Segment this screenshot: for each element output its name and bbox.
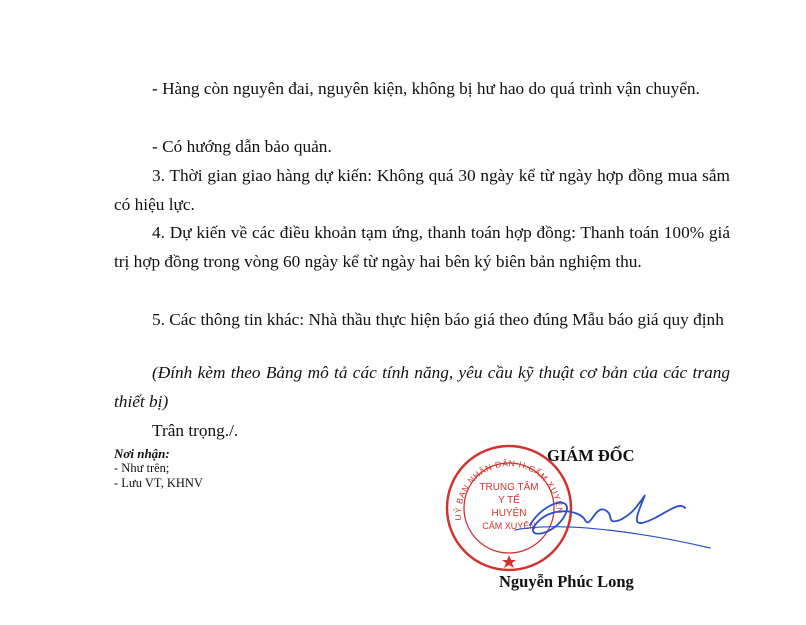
seal-outer-text: UỶ BAN NHÂN DÂN H.CẨM XUYÊN bbox=[452, 458, 566, 521]
paragraph-goods-condition: - Hàng còn nguyên đai, nguyên kiện, không bị hư hao do quá trình vận chuyển. bbox=[152, 79, 700, 98]
paragraph-storage-guide: - Có hướng dẫn bảo quản. bbox=[152, 137, 332, 156]
recipient-item: - Như trên; bbox=[114, 461, 170, 475]
paragraph-delivery-time: 3. Thời gian giao hàng dự kiến: Không quá 30 ngày kể từ ngày hợp đồng mua sắm có hiệu lực. bbox=[114, 166, 730, 214]
paragraph-payment-terms: 4. Dự kiến về các điều khoản tạm ứng, thanh toán hợp đồng: Thanh toán 100% giá trị hợp đồng trong vòng 60 ngày kể từ ngày hai bên ký biên bản nghiệm thu. bbox=[114, 223, 730, 271]
paragraph-attachment-note: (Đính kèm theo Bảng mô tả các tính năng, yêu cầu kỹ thuật cơ bản của các trang thiết bị) bbox=[114, 363, 730, 411]
seal-line: TRUNG TÂM bbox=[479, 482, 539, 493]
handwritten-signature bbox=[505, 480, 715, 560]
seal-line: Y TẾ bbox=[498, 495, 520, 506]
signatory-title: GIÁM ĐỐC bbox=[547, 446, 635, 465]
seal-line: CẨM XUYÊN bbox=[482, 521, 536, 531]
closing-greeting: Trân trọng./. bbox=[152, 421, 239, 440]
paragraph-other-info: 5. Các thông tin khác: Nhà thầu thực hiện báo giá theo đúng Mẫu báo giá quy định bbox=[152, 310, 724, 329]
seal-line: HUYỆN bbox=[491, 508, 527, 519]
recipient-item: - Lưu VT, KHNV bbox=[114, 476, 203, 490]
recipients-heading: Nơi nhận: bbox=[114, 446, 170, 461]
signatory-name: Nguyễn Phúc Long bbox=[499, 572, 634, 591]
recipients-block bbox=[114, 446, 203, 491]
